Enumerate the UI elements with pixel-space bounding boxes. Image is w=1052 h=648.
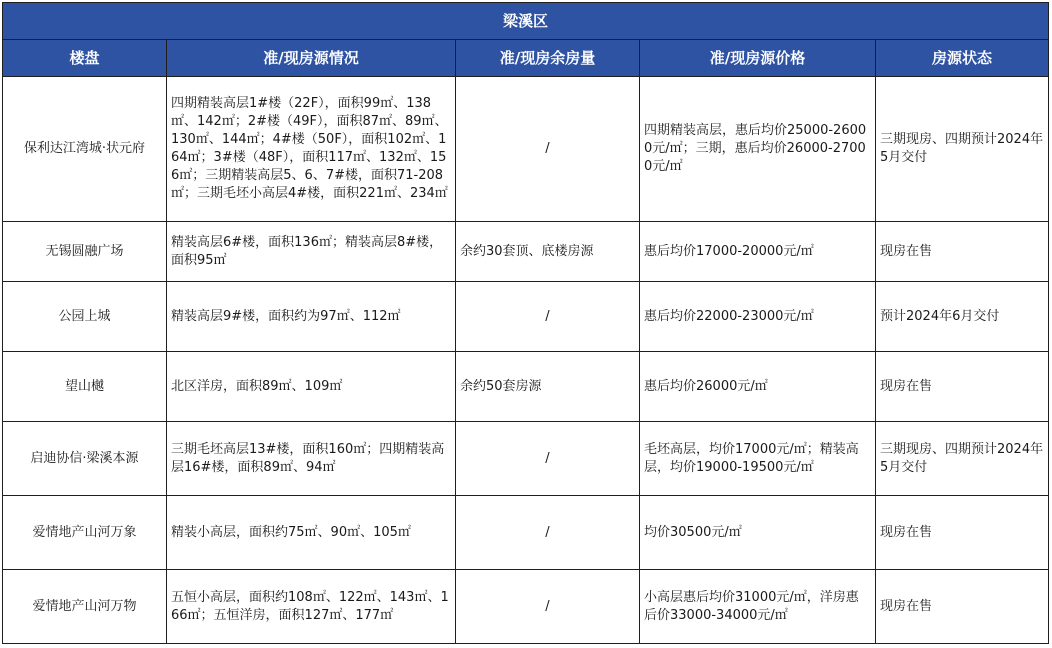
table-title: 梁溪区 [3,3,1049,40]
table-row [3,496,1049,570]
project-name: 保利达江湾城·状元府 [3,77,167,222]
housing-status: 三期现房、四期预计2024年5月交付 [876,422,1049,496]
housing-price: 毛坯高层，均价17000元/㎡；精装高层，均价19000-19500元/㎡ [640,422,876,496]
housing-situation: 三期毛坯高层13#楼，面积160㎡；四期精装高层16#楼，面积89㎡、94㎡ [167,422,456,496]
table-row [3,422,1049,496]
housing-table [2,2,1049,644]
housing-status: 现房在售 [876,352,1049,422]
project-name: 爱情地产山河万物 [3,570,167,644]
header-row [3,40,1049,77]
project-name: 无锡圆融广场 [3,222,167,282]
remaining-units: 余约30套顶、底楼房源 [456,222,640,282]
table-row [3,77,1049,222]
header-price: 准/现房源价格 [640,40,876,77]
housing-status: 三期现房、四期预计2024年5月交付 [876,77,1049,222]
housing-situation: 五恒小高层，面积约108㎡、122㎡、143㎡、166㎡；五恒洋房，面积127㎡、177㎡ [167,570,456,644]
housing-situation: 北区洋房，面积89㎡、109㎡ [167,352,456,422]
table-row [3,222,1049,282]
housing-situation: 精装高层9#楼，面积约为97㎡、112㎡ [167,282,456,352]
housing-status: 现房在售 [876,222,1049,282]
project-name: 启迪协信·梁溪本源 [3,422,167,496]
header-status: 房源状态 [876,40,1049,77]
housing-price: 惠后均价26000元/㎡ [640,352,876,422]
housing-situation: 精装小高层，面积约75㎡、90㎡、105㎡ [167,496,456,570]
table-row [3,282,1049,352]
project-name: 望山樾 [3,352,167,422]
remaining-units: / [456,570,640,644]
header-situation: 准/现房源情况 [167,40,456,77]
housing-price: 惠后均价17000-20000元/㎡ [640,222,876,282]
housing-price: 均价30500元/㎡ [640,496,876,570]
project-name: 爱情地产山河万象 [3,496,167,570]
housing-situation: 精装高层6#楼，面积136㎡；精装高层8#楼，面积95㎡ [167,222,456,282]
header-project: 楼盘 [3,40,167,77]
housing-price: 惠后均价22000-23000元/㎡ [640,282,876,352]
remaining-units: / [456,282,640,352]
remaining-units: 余约50套房源 [456,352,640,422]
table-row [3,570,1049,644]
housing-status: 现房在售 [876,570,1049,644]
remaining-units: / [456,496,640,570]
table-row [3,352,1049,422]
housing-situation: 四期精装高层1#楼（22F），面积99㎡、138㎡、142㎡；2#楼（49F），面积87㎡、89㎡、130㎡、144㎡；4#楼（50F），面积102㎡、164㎡；3#楼（48F），面积117㎡、132㎡、156㎡；三期精装高层5、6、7#楼，面积71-208㎡；三期毛坯小高层4#楼，面积221㎡、234㎡ [167,77,456,222]
header-remaining: 准/现房余房量 [456,40,640,77]
remaining-units: / [456,77,640,222]
housing-price: 小高层惠后均价31000元/㎡，洋房惠后价33000-34000元/㎡ [640,570,876,644]
housing-status: 预计2024年6月交付 [876,282,1049,352]
remaining-units: / [456,422,640,496]
title-row [3,3,1049,40]
project-name: 公园上城 [3,282,167,352]
housing-status: 现房在售 [876,496,1049,570]
housing-price: 四期精装高层，惠后均价25000-26000元/㎡；三期，惠后均价26000-27000元/㎡ [640,77,876,222]
